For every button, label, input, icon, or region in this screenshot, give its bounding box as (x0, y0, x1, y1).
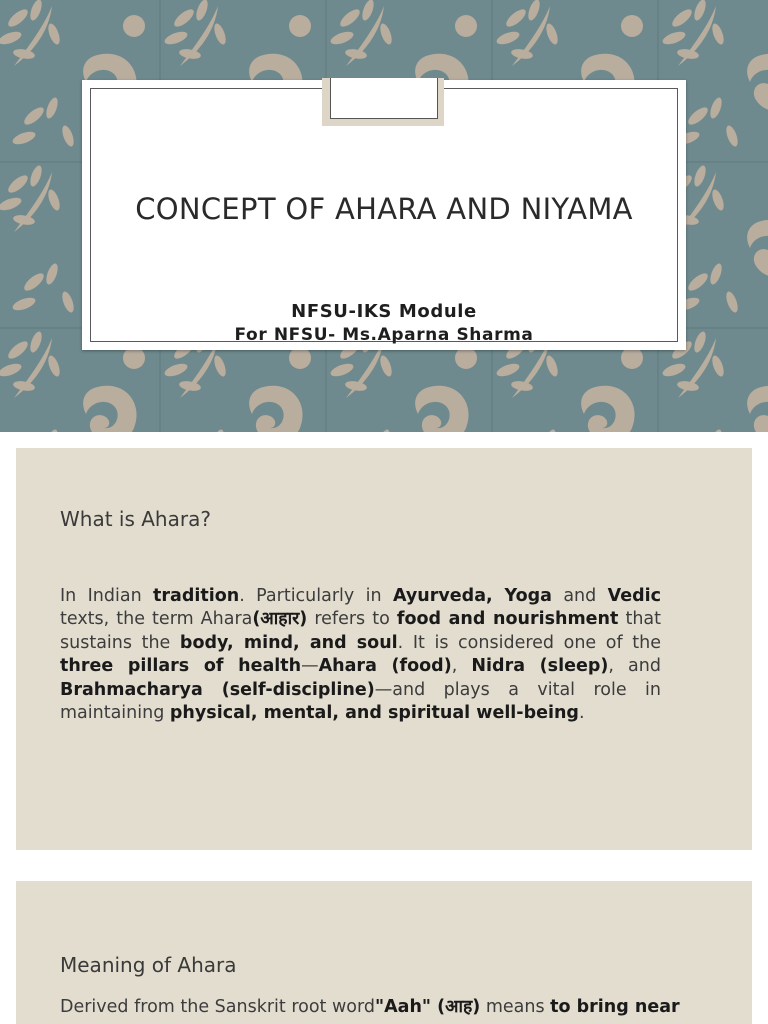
text-run: , and (608, 656, 661, 677)
text-run: . (578, 703, 585, 724)
text-run: texts, the term Ahara (60, 609, 253, 630)
text-run: . Particularly in (239, 586, 393, 606)
slide-paragraph (60, 996, 680, 1019)
text-run: — (301, 656, 319, 677)
slide-title: CONCEPT OF AHARA AND NIYAMA (135, 192, 633, 226)
text-run: In Indian (60, 586, 154, 606)
bold-phrase: body, mind, and soul (179, 632, 398, 653)
title-card (82, 80, 686, 350)
decorative-tab (322, 78, 444, 126)
slide-meaning-of-ahara (16, 881, 752, 1024)
text-run: , (451, 656, 472, 677)
bold-phrase: Ahara (food) (318, 656, 452, 677)
text-run: Derived from the Sanskrit root word (60, 997, 375, 1017)
text-run: . It is considered one of the (397, 632, 661, 653)
subtitle-module: NFSU-IKS Module (291, 301, 477, 322)
text-run: that sustains the (60, 609, 661, 653)
bold-phrase: "Aah" (आह) (374, 997, 481, 1017)
bold-phrase: to bring near (550, 997, 680, 1017)
text-run: means (480, 997, 551, 1017)
slide-heading: What is Ahara? (60, 507, 211, 531)
text-run: and (551, 586, 608, 606)
slide-heading: Meaning of Ahara (60, 953, 237, 977)
bold-phrase: Brahmacharya (self-discipline) (60, 679, 375, 700)
bold-phrase: tradition (153, 586, 240, 606)
slide-what-is-ahara (16, 448, 752, 850)
bold-phrase: three pillars of health (60, 656, 302, 677)
slide-paragraph (60, 585, 661, 725)
bold-phrase: Nidra (sleep) (471, 656, 609, 677)
bold-phrase: food and nourishment (396, 609, 619, 630)
text-run: —and plays a vital role in maintaining (60, 679, 661, 724)
bold-phrase: Ayurveda, Yoga (392, 586, 552, 606)
title-slide (0, 0, 768, 432)
bold-phrase: Vedic (607, 586, 661, 606)
text-run: refers to (307, 609, 397, 630)
bold-phrase: physical, mental, and spiritual well-being (169, 703, 579, 724)
subtitle-author: For NFSU- Ms.Aparna Sharma (234, 325, 534, 345)
bold-phrase: (आहार) (252, 609, 308, 630)
